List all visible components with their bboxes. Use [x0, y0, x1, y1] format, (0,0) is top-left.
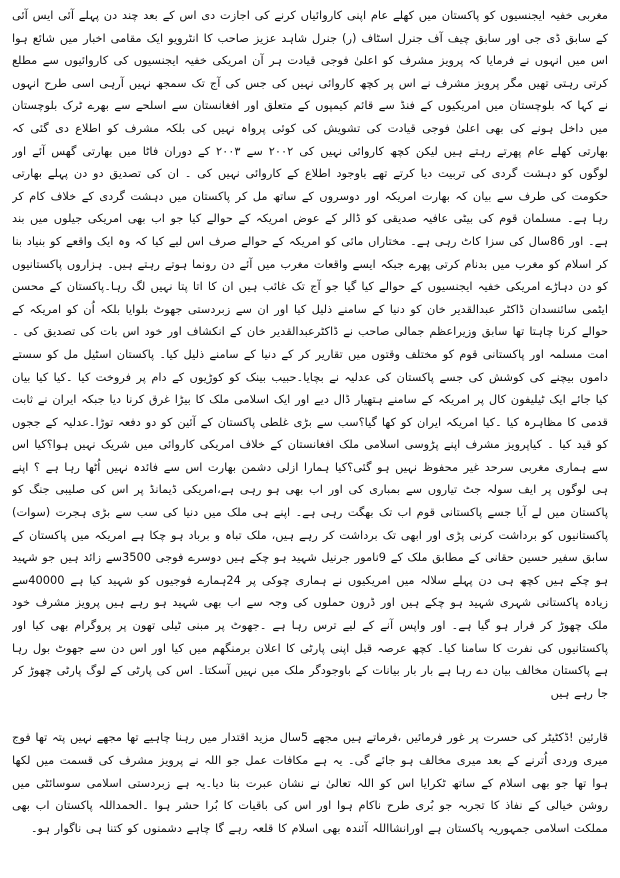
article-paragraph-2: قارئین !ڈکٹیٹر کی حسرت پر غور فرمائیں ،فرماتے ہیں مجھے 5سال مزید اقتدار میں رہنا چاہیے تھا مجھے نہیں پتہ تھا فوج میری وردی اُترنے کے بعد میری مخالف ہو جائے گی۔ یہ ہے مکافات عمل جو اللہ نے پرویز مشرف کی قسمت میں لکھا ہوا تھا جو بھی اسلام کے ساتھ ٹکرایا اس کو اللہ تعالیٰ نے نشان عبرت بنا دیا۔یہ ہے زبردستی اسلامی سوسائٹی میں روشن خیالی کے نفاذ کا تجربہ جو بُری طرح ناکام ہوا اور اس کی باقیات کا بُرا حشر ہوا ۔الحمداللہ پاکستان اب بھی مملکت اسلامی جمہوریہ پاکستان ہے اورانشااللہ آئندہ بھی اسلام کا قلعہ رہے گا چاہے دشمنوں کو کتنا ہی ناگوار ہو۔	[12, 730, 608, 835]
article-page	[12, 4, 608, 839]
article-paragraph-1: مغربی خفیہ ایجنسیوں کو پاکستان میں کھلے عام اپنی کاروائیاں کرنے کی اجازت دی اس کے بعد چند دن پہلے آئی ایس آئی کے سابق ڈی جی اور سابق چیف آف جنرل اسٹاف (ر) جنرل شاہد عزیز صاحب کا انٹرویو ایک مقامی اخبار میں شائع ہوا اس میں انہوں نے فرمایا کہ پرویز مشرف کو اعلیٰ فوجی قیادت ہر آن امریکی خفیہ ایجنسیوں کی کاروائیوں سے مطلع کرتی رہتی تھیں مگر پرویز مشرف نے اس پر کچھ کاروائی نہیں کی جس کی آج تک سمجھ نہیں آرہی اسی طرح انہوں نے کہا کہ بلوچستان میں امریکیوں کے فنڈ سے قائم کیمپوں کے متعلق اور افغانستان سے اسلحے سے بھرے ٹرک بلوچستان میں داخل ہونے کی بھی اعلیٰ فوجی قیادت کی تشویش کی کوئی پرواہ نہیں کی بلکہ مشرف کو اطلاع دی گئی کہ بھارتی کھلے عام پھرتے رہتے ہیں لیکن کچھ کاروائی نہیں کی ۲۰۰۲ سے ۲۰۰۳ کے دوران فاٹا میں بھارتی گھس آئے اور لوگوں کو دہشت گردی کی تربیت دیا کرتے تھے باوجود اطلاع کے کاروائی نہیں کی ۔ ان کی تصدیق دو دن پہلے بھارتی حکومت کی طرف سے بیان کہ بھارت امریکہ اور دوسروں کے ساتھ مل کر پاکستان میں دہشت گردی کے خلاف کام کر رہا ہے۔ مسلمان قوم کی بیٹی عافیہ صدیقی کو ڈالر کے عوض امریکہ کے حوالے کیا جو اب بھی امریکی جیلوں میں بند ہے۔ اور 86سال کی سزا کاٹ رہی ہے۔ مختاراں مائی کو امریکہ کے حوالے صرف اس لیے کیا کہ وہ ایک واقعے کو بنیاد بنا کر اسلام کو مغرب میں بدنام کرتی پھرے جبکہ ایسے واقعات مغرب میں آئے دن رونما ہوتے رہتے ہیں۔ ہزاروں پاکستانیوں کو دن دہاڑے امریکی خفیہ ایجنسیوں کے حوالے کیا گیا جو آج تک غائب ہیں ان کا اتا پتا نہیں لگ رہا۔پاکستان کے محسن ایٹمی سائنسدان ڈاکٹر عبدالقدیر خان کو دنیا کے سامنے ذلیل کیا اور ان سے زبردستی جھوٹ بلوایا بلکہ اُن کو امریکہ کے حوالے کرنا چاہتا تھا سابق وزیراعظم جمالی صاحب نے ڈاکٹرعبدالقدیر خان کے انکشاف اور خود اس بات کی تصدیق کی ۔ امت مسلمہ اور پاکستانی قوم کو مختلف وقتوں میں تقاریر کر کے دنیا کے سامنے ذلیل کیا۔ پاکستان اسٹیل مل کو سستے داموں بیچنے کی کوشش کی جسے پاکستان کی عدلیہ نے بچایا۔حبیب بینک کو کوڑیوں کے دام پر فروخت کیا ۔کیا کیا بیان کیا جائے ایک ٹیلیفون کال پر امریکہ کے سامنے ہتھیار ڈال دیے اور ایک اسلامی ملک کا بیڑا غرق کرنا دیا جبکہ ایران نے ثابت قدمی کا مظاہرہ کیا ۔کیا امریکہ ایران کو کھا گیا؟سب سے بڑی غلطی پاکستان کے آئین کو دو دفعہ توڑا۔عدلیہ کے ججوں کو قید کیا ۔ کیاپرویز مشرف اپنے پڑوسی اسلامی ملک افغانستان کے خلاف امریکی کاروائی میں شریک نہیں ہوا؟کیا اس سے ہماری مغربی سرحد غیر محفوظ نہیں ہو گئی؟کیا ہمارا ازلی دشمن بھارت اس سے فائدہ نہیں اُٹھا رہا ہے ؟ اپنے ہی لوگوں پر ایف سولہ جٹ تیاروں سے بمباری کی اور اب بھی ہو رہی ہے،امریکی ڈیمانڈ پر اس کی صلیبی جنگ کو پاکستان میں لے آیا جسے پاکستانی قوم اب تک بھگت رہی ہے۔ اپنے ہی ملک میں دنیا کی سب سے بڑی ہجرت (سوات) پاکستانیوں کو برداشت کرنی پڑی اور ابھی تک برداشت کر رہے ہیں، ملک تباہ و برباد ہو چکا ہے امریکہ میں پاکستان کے سابق سفیر حسین حقانی کے مطابق ملک کے 9نامور جرنیل شہید ہو چکے ہیں دوسرے فوجی 3500سے زائد ہیں جو شہید ہو چکے ہیں کچھ ہی دن پہلے سلالہ میں امریکیوں نے ہماری چوکی پر 24ہمارے فوجیوں کو شہید کیا ہے 40000سے زیادہ پاکستانی شہری شہید ہو چکے ہیں اور ڈرون حملوں کی وجہ سے اب بھی شہید ہو رہے ہیں پرویز مشرف خود ملک چھوڑ کر فرار ہو گیا ہے۔ اور واپس آنے کے لیے ترس رہا ہے ۔جھوٹ پر مبنی ٹیلی تھون پر پروگرام بھی کیا اور پاکستانیوں کی نفرت کا سامنا کیا۔ کچھ عرصہ قبل اپنی پارٹی کا اعلان برمنگھم میں کیا اور اس دن سے جھوٹ بول رہا ہے پاکستان مخالف بیان دے رہا ہے بار بار بیانات کے باوجودگر ملک میں نہیں آسکتا۔ اس کی پارٹی کے لوگ پارٹی چھوڑ کر جا رہے ہیں	[12, 8, 608, 700]
